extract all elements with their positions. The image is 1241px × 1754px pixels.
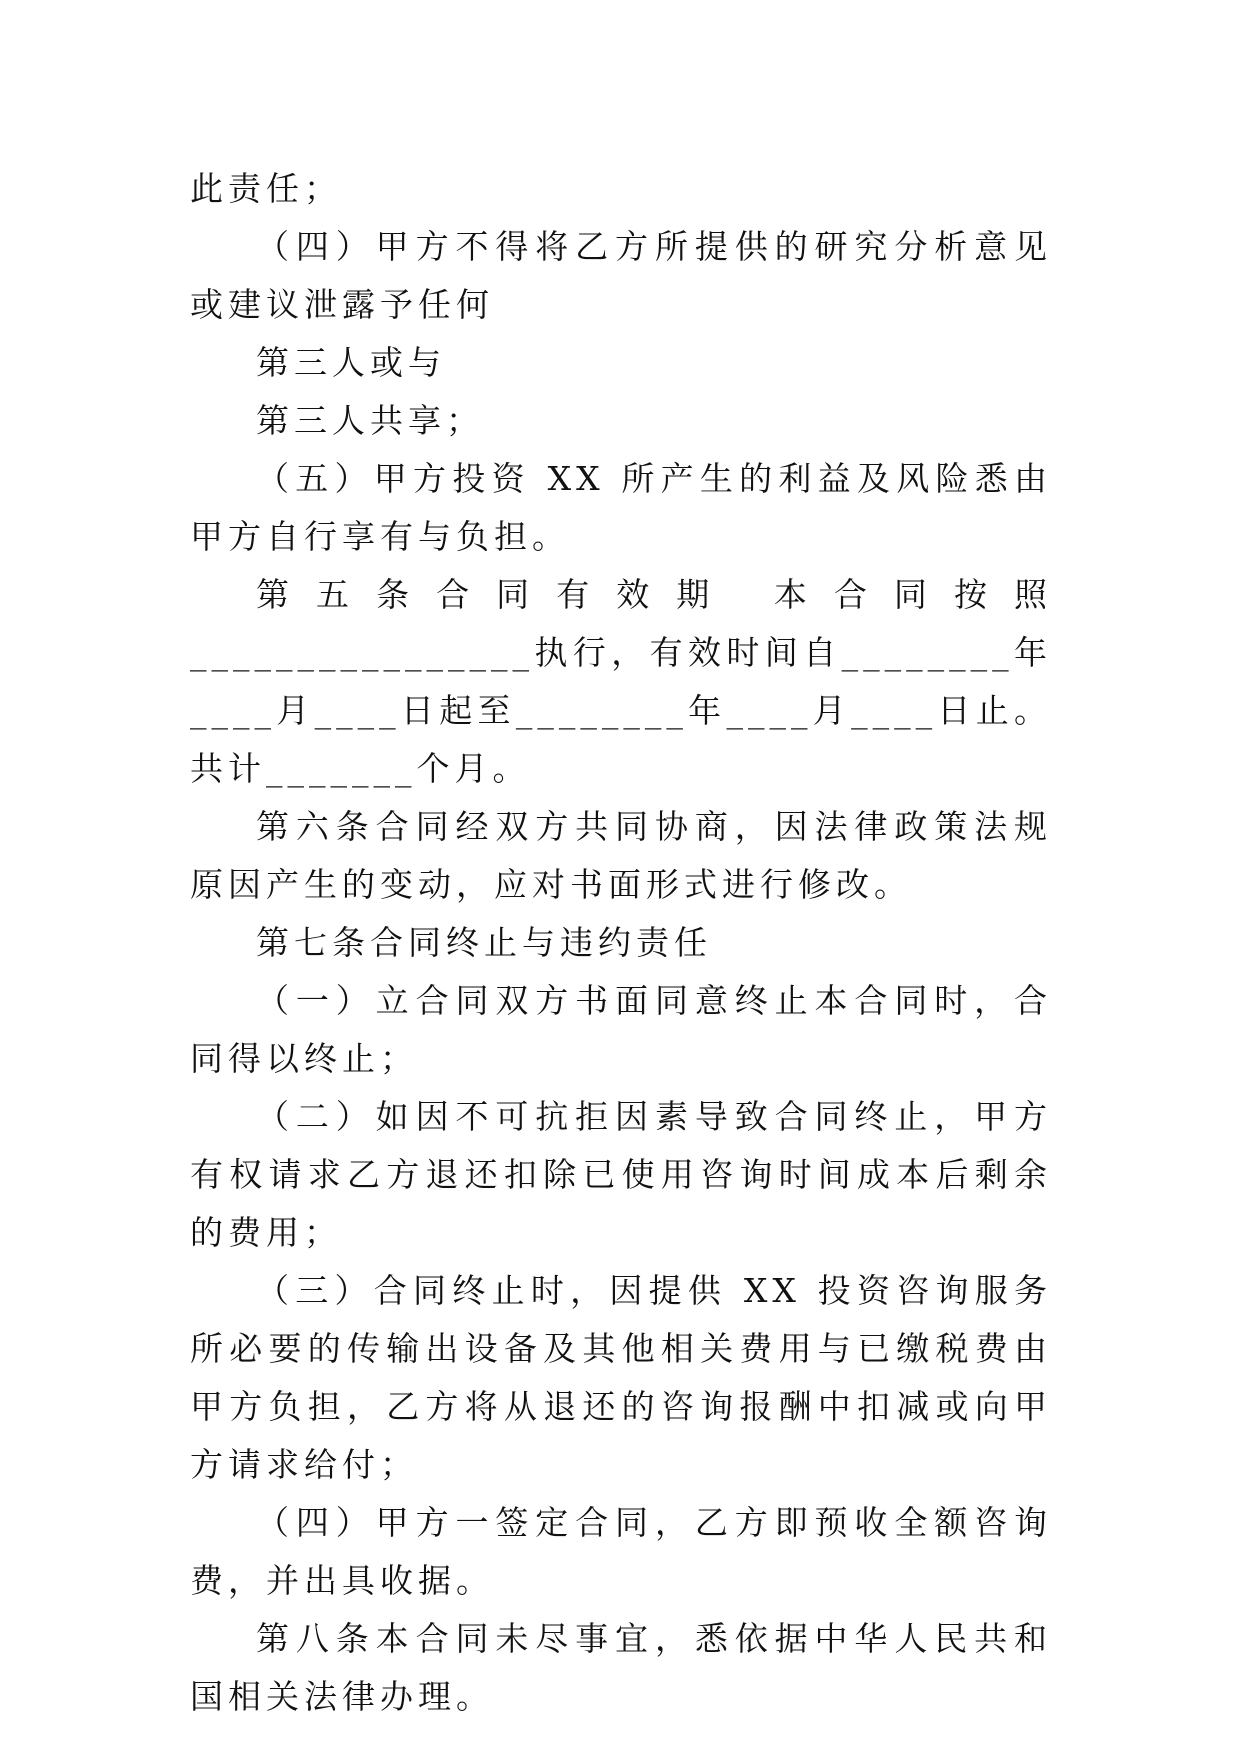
paragraph: 第七条合同终止与违约责任	[256, 923, 712, 962]
paragraph: （一）立合同双方书面同意终止本合同时，合同得以终止；	[190, 981, 1052, 1078]
paragraph: （二）如因不可抗拒因素导致合同终止，甲方有权请求乙方退还扣除已使用咨询时间成本后剩余的费用；	[190, 1097, 1052, 1252]
paragraph: （三）合同终止时，因提供 XX 投资咨询服务所必要的传输出设备及其他相关费用与已缴税费由甲方负担，乙方将从退还的咨询报酬中扣减或向甲方请求给付；	[190, 1271, 1052, 1484]
document-body	[190, 160, 1068, 1726]
paragraph: 此责任；	[190, 169, 342, 208]
paragraph: 第六条合同经双方共同协商，因法律政策法规原因产生的变动，应对书面形式进行修改。	[190, 807, 1052, 904]
paragraph: （四）甲方一签定合同，乙方即预收全额咨询费，并出具收据。	[190, 1503, 1052, 1600]
paragraph: 第五条合同有效期 本合同按照________________执行，有效时间自________年____月____日起至________年____月____日止。 共计_______个月。	[190, 575, 1068, 788]
paragraph: （四）甲方不得将乙方所提供的研究分析意见或建议泄露予任何	[190, 227, 1052, 324]
paragraph: 第三人共享；	[256, 401, 484, 440]
paragraph: （五）甲方投资 XX 所产生的利益及风险悉由甲方自行享有与负担。	[190, 459, 1052, 556]
paragraph: 第三人或与	[256, 343, 446, 382]
paragraph: 第八条本合同未尽事宜，悉依据中华人民共和国相关法律办理。	[190, 1619, 1052, 1716]
